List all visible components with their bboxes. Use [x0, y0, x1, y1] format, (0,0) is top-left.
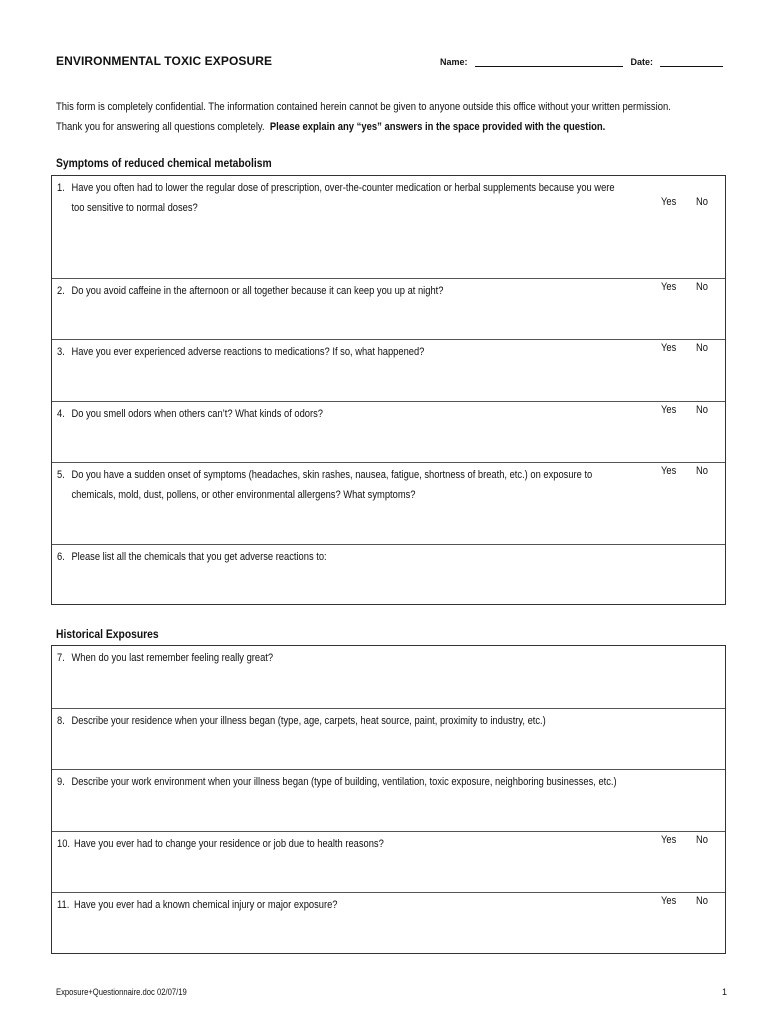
- no-option[interactable]: No: [696, 404, 708, 416]
- question-row-10: [52, 831, 725, 892]
- no-option[interactable]: No: [696, 834, 708, 846]
- no-option[interactable]: No: [696, 281, 708, 293]
- intro-line-2-bold: Please explain any “yes” answers in the space provided with the question.: [269, 121, 606, 133]
- section-title-symptoms: Symptoms of reduced chemical metabolism: [56, 156, 272, 170]
- yes-option[interactable]: Yes: [661, 895, 677, 907]
- historical-question-table: [51, 645, 726, 954]
- question-row-4: [52, 401, 725, 462]
- date-field[interactable]: [660, 57, 723, 67]
- question-text: 9. Describe your work environment when your illness began (type of building, ventilation, toxic exposure, neighboring businesses, etc.): [57, 776, 617, 788]
- question-text: 11. Have you ever had a known chemical injury or major exposure?: [57, 899, 338, 911]
- question-text: 2. Do you avoid caffeine in the afternoon or all together because it can keep you up at night?: [57, 285, 444, 297]
- question-row-5: [52, 462, 725, 544]
- intro-line-2-plain: Thank you for answering all questions completely.: [56, 121, 265, 133]
- form-title: ENVIRONMENTAL TOXIC EXPOSURE: [56, 54, 273, 68]
- no-option[interactable]: No: [696, 465, 708, 477]
- intro-line-2: [56, 117, 744, 137]
- yes-option[interactable]: Yes: [661, 465, 677, 477]
- name-label: Name:: [440, 57, 468, 67]
- question-text: 1. Have you often had to lower the regular dose of prescription, over-the-counter medication or herbal supplements because you were too sensitive to normal doses?: [57, 182, 615, 214]
- question-row-3: [52, 339, 725, 401]
- no-option[interactable]: No: [696, 895, 708, 907]
- question-row-11: [52, 892, 725, 953]
- section-title-historical: Historical Exposures: [56, 627, 159, 641]
- question-row-6: [52, 544, 725, 604]
- question-text: 3. Have you ever experienced adverse reactions to medications? If so, what happened?: [57, 346, 425, 358]
- page-number: 1: [722, 987, 728, 997]
- question-row-2: [52, 278, 725, 339]
- intro-line-1: This form is completely confidential. The information contained herein cannot be given to anyone outside this office without your written permission.: [56, 101, 671, 113]
- name-field[interactable]: [475, 57, 623, 67]
- yes-option[interactable]: Yes: [661, 196, 677, 208]
- date-label: Date:: [630, 57, 654, 67]
- name-date-fields: [440, 57, 723, 67]
- question-row-8: [52, 708, 725, 769]
- yes-option[interactable]: Yes: [661, 342, 677, 354]
- question-text: 4. Do you smell odors when others can’t? What kinds of odors?: [57, 408, 323, 420]
- question-text: 6. Please list all the chemicals that you get adverse reactions to:: [57, 551, 327, 563]
- question-row-9: [52, 769, 725, 831]
- symptoms-question-table: [51, 175, 726, 605]
- question-text: 10. Have you ever had to change your residence or job due to health reasons?: [57, 838, 384, 850]
- question-row-7: [52, 646, 725, 708]
- question-text: 5. Do you have a sudden onset of symptoms (headaches, skin rashes, nausea, fatigue, shortness of breath, etc.) on exposure to chemicals, mold, dust, pollens, or other environmental allergens? What symptoms?: [57, 469, 593, 501]
- question-text: 8. Describe your residence when your illness began (type, age, carpets, heat source, paint, proximity to industry, etc.): [57, 715, 546, 727]
- question-text: 7. When do you last remember feeling really great?: [57, 652, 274, 664]
- no-option[interactable]: No: [696, 196, 708, 208]
- yes-option[interactable]: Yes: [661, 281, 677, 293]
- footer-filename: Exposure+Questionnaire.doc 02/07/19: [56, 987, 187, 997]
- yes-option[interactable]: Yes: [661, 404, 677, 416]
- no-option[interactable]: No: [696, 342, 708, 354]
- yes-option[interactable]: Yes: [661, 834, 677, 846]
- intro-text: [56, 97, 744, 137]
- question-row-1: [52, 176, 725, 278]
